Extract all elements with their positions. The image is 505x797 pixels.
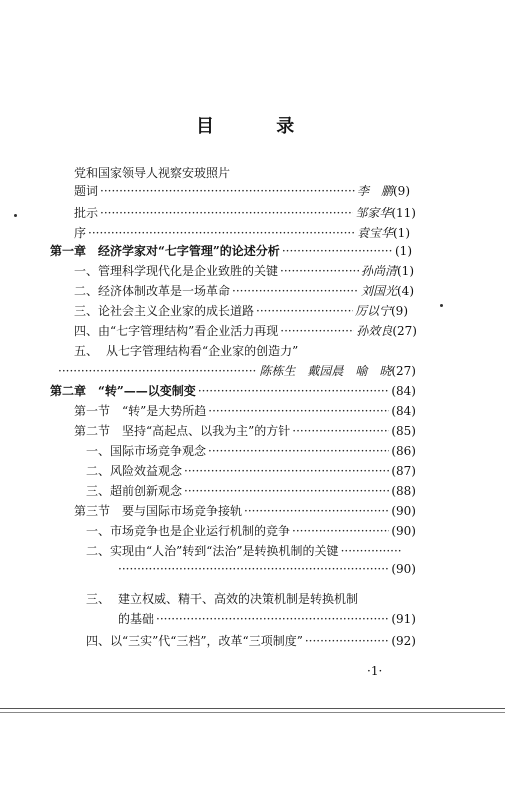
scan-edge-line: [0, 708, 505, 709]
toc-entry-2-3-3-cont: [118, 610, 416, 630]
scan-edge-line-secondary: [0, 712, 505, 713]
toc-entry-1-2: [74, 282, 414, 302]
leader-dots: [282, 244, 393, 258]
toc-entry-1-3: [74, 302, 408, 322]
entry-page: (91): [391, 612, 416, 626]
entry-page: (85): [391, 424, 416, 438]
entry-label: 题词: [74, 184, 99, 198]
leader-dots: [118, 562, 389, 576]
entry-number: 一、: [86, 444, 111, 458]
leader-dots: [100, 184, 355, 198]
toc-entry-inscription: [74, 182, 410, 202]
leader-dots: [100, 206, 353, 220]
page-title: 目 录: [196, 116, 323, 137]
leader-dots: [341, 544, 402, 558]
toc-entry-1-5-authors: [58, 362, 416, 382]
entry-label: 建立权威、精干、高效的决策机制是转换机制: [118, 592, 359, 606]
toc-entry-2-3-2-page: [118, 562, 416, 582]
scan-speck: [14, 214, 17, 217]
entry-page: (11): [391, 206, 416, 220]
entry-page: (27): [392, 324, 417, 338]
toc-entry-2-3-1: [86, 522, 416, 542]
entry-label: 风险效益观念: [110, 464, 183, 478]
entry-author: 袁宝华: [356, 226, 393, 240]
entry-number: 四、: [86, 634, 111, 648]
entry-number: 三、: [86, 592, 111, 606]
entry-number: 一、: [74, 264, 99, 278]
entry-label: 由“七字管理结构”看企业活力再现: [98, 324, 279, 338]
entry-number: 三、: [74, 304, 99, 318]
entry-label: 党和国家领导人视察安玻照片: [74, 166, 231, 180]
entry-label: 论社会主义企业家的成长道路: [98, 304, 255, 318]
entry-page: (90): [391, 562, 416, 576]
toc-entry-2-3-4: [86, 632, 416, 652]
leader-dots: [305, 634, 390, 648]
entry-author: 李 鹏: [356, 184, 393, 198]
entry-page: (92): [391, 634, 416, 648]
leader-dots: [208, 404, 389, 418]
entry-label: 第二节 坚持“高起点、以我为主”的方针: [74, 424, 291, 438]
entry-label: 超前创新观念: [110, 484, 183, 498]
entry-page: (88): [391, 484, 416, 498]
entry-author: 刘国光: [360, 284, 397, 298]
leader-dots: [280, 324, 354, 338]
entry-label: 市场竞争也是企业运行机制的竞争: [110, 524, 291, 538]
entry-page: (84): [391, 404, 416, 418]
entry-number: 四、: [74, 324, 99, 338]
entry-label: 第一章 经济学家对“七字管理”的论述分析: [50, 244, 280, 258]
entry-author: 孙尚清: [360, 264, 397, 278]
toc-entry-2-section-3: [74, 502, 416, 522]
toc-entry-2-2-2: [86, 462, 416, 482]
entry-label: 管理科学现代化是企业致胜的关键: [98, 264, 279, 278]
toc-entry-2-section-2: [74, 422, 416, 442]
entry-page: (84): [391, 384, 416, 398]
toc-entry-photos: [74, 164, 230, 181]
toc-entry-1-4: [74, 322, 417, 342]
leader-dots: [280, 264, 359, 278]
entry-page: (9): [393, 184, 410, 198]
scan-speck: [440, 304, 443, 307]
toc-entry-1-5: [74, 342, 298, 359]
leader-dots: [244, 504, 389, 518]
entry-label: 的基础: [118, 612, 155, 626]
leader-dots: [292, 424, 389, 438]
toc-entry-instruction: [74, 204, 416, 224]
entry-number: 二、: [86, 464, 111, 478]
entry-number: 三、: [86, 484, 111, 498]
toc-entry-preface: [74, 224, 410, 244]
toc-entry-2-section-1: [74, 402, 416, 422]
entry-label: 以“三实”代“三档”，改革“三项制度”: [110, 634, 303, 648]
leader-dots: [256, 304, 353, 318]
entry-page: (1): [397, 264, 414, 278]
toc-entry-1-1: [74, 262, 414, 282]
entry-page: (9): [391, 304, 408, 318]
toc-entry-2-3-2: [86, 542, 404, 562]
entry-page: (1): [395, 244, 412, 258]
toc-entry-2-3-3: [86, 590, 358, 607]
toc-entry-2-2-3: [86, 482, 416, 502]
entry-label: 第二章 “转”——以变制变: [50, 384, 196, 398]
entry-number: 一、: [86, 524, 111, 538]
entry-author: 邹家华: [355, 206, 392, 220]
entry-author: 厉以宁: [354, 304, 391, 318]
leader-dots: [88, 226, 355, 240]
leader-dots: [198, 384, 390, 398]
entry-label: 经济体制改革是一场革命: [98, 284, 231, 298]
entry-number: 二、: [74, 284, 99, 298]
entry-label: 实现由“人治”转到“法治”是转换机制的关键: [110, 544, 339, 558]
entry-author: 陈栋生 戴园晨 喻 晓: [259, 364, 392, 378]
entry-page: (86): [391, 444, 416, 458]
entry-label: 第一节 “转”是大势所趋: [74, 404, 207, 418]
entry-label: 国际市场竞争观念: [110, 444, 207, 458]
entry-page: (27): [391, 364, 416, 378]
leader-dots: [184, 464, 389, 478]
entry-label: 序: [74, 226, 87, 240]
page-number: ·1·: [367, 664, 383, 678]
entry-page: (90): [391, 524, 416, 538]
toc-entry-2-2-1: [86, 442, 416, 462]
entry-page: (87): [391, 464, 416, 478]
leader-dots: [184, 484, 389, 498]
entry-label: 第三节 要与国际市场竞争接轨: [74, 504, 243, 518]
entry-label: 批示: [74, 206, 99, 220]
entry-number: 五、: [74, 344, 99, 358]
entry-number: 二、: [86, 544, 111, 558]
leader-dots: [58, 364, 257, 378]
entry-label: 从七字管理结构看“企业家的创造力”: [106, 344, 299, 358]
leader-dots: [232, 284, 359, 298]
entry-author: 孙效良: [356, 324, 393, 338]
entry-page: (90): [391, 504, 416, 518]
toc-entry-chapter-2: [50, 382, 416, 402]
entry-page: (1): [393, 226, 410, 240]
entry-page: (4): [397, 284, 414, 298]
toc-entry-chapter-1: [50, 242, 412, 262]
leader-dots: [156, 612, 389, 626]
leader-dots: [208, 444, 389, 458]
leader-dots: [292, 524, 389, 538]
